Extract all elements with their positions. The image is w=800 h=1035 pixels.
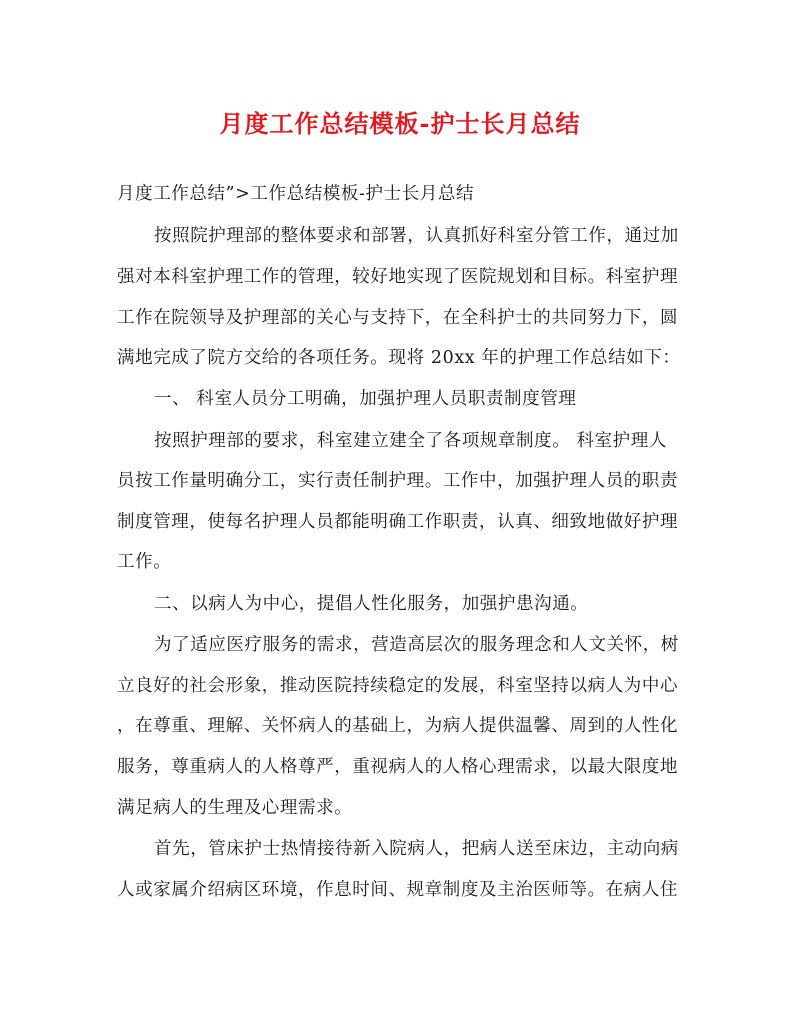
paragraph-line: 满足病人的生理及心理需求。 (117, 798, 353, 818)
section-heading: 一、 科室人员分工明确，加强护理人员职责制度管理 (154, 389, 577, 409)
paragraph-line: 工作。 (117, 552, 172, 572)
paragraph-line: ，在尊重、理解、关怀病人的基础上，为病人提供温馨、周到的人性化 (117, 716, 679, 736)
paragraph-line: 按照护理部的要求，科室建立建全了各项规章制度。 科室护理人 (154, 431, 667, 451)
paragraph-line: 人或家属介绍病区环境，作息时间、规章制度及主治医师等。在病人住 (117, 880, 679, 900)
paragraph-line: 首先，管床护士热情接待新入院病人，把病人送至床边，主动向病 (154, 839, 679, 859)
paragraph-line: 制度管理，使每名护理人员都能明确工作职责，认真、细致地做好护理 (117, 512, 679, 532)
paragraph-line: 满地完成了院方交给的各项任务。现将 20xx 年的护理工作总结如下： (117, 348, 681, 368)
paragraph-line: 为了适应医疗服务的需求，营造高层次的服务理念和人文关怀，树 (154, 635, 679, 655)
section-heading: 二、以病人为中心，提倡人性化服务，加强护患沟通。 (154, 594, 589, 614)
paragraph-line: 立良好的社会形象，推动医院持续稳定的发展，科室坚持以病人为中心 (117, 676, 679, 696)
document-subtitle: 月度工作总结”>工作总结模板-护士长月总结 (117, 184, 475, 204)
paragraph-line: 员按工作量明确分工，实行责任制护理。工作中，加强护理人员的职责 (117, 471, 679, 491)
paragraph-line: 按照院护理部的整体要求和部署，认真抓好科室分管工作，通过加 (154, 226, 679, 246)
document-title: 月度工作总结模板-护士长月总结 (219, 109, 581, 138)
paragraph-line: 服务，尊重病人的人格尊严，重视病人的人格心理需求，以最大限度地 (117, 757, 679, 777)
paragraph-line: 工作在院领导及护理部的关心与支持下，在全科护士的共同努力下，圆 (117, 308, 679, 328)
paragraph-line: 强对本科室护理工作的管理，较好地实现了医院规划和目标。科室护理 (117, 267, 679, 287)
